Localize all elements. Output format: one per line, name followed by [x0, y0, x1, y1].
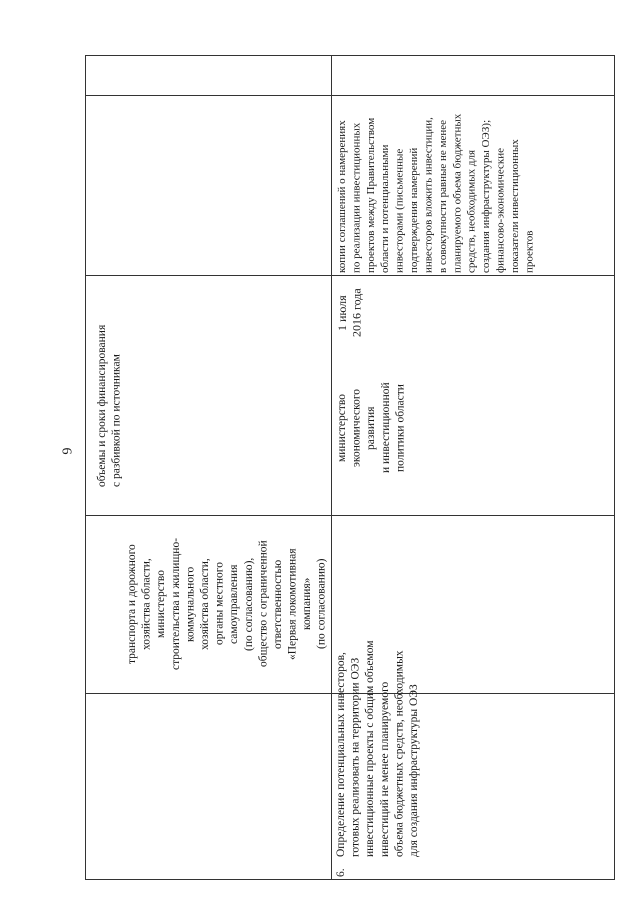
financing-text: объемы и сроки финансирования с разбивкой по источникам — [96, 324, 123, 487]
table-border-top — [85, 55, 615, 56]
table-border-left — [85, 55, 86, 880]
page-number: 6 — [58, 447, 74, 455]
executors-text: министерство экономического развития и инвестиционной политики области — [336, 382, 407, 474]
deadline-text: 1 июля 2016 года — [335, 288, 364, 338]
table-rule — [85, 515, 615, 516]
result-text: копии соглашений о намерениях по реализации инвестиционных проектов между Правительством области и потенциальными инвесторами (письменные подтверждения намерений инвесторов вложить инвестиции, в совокупности равные не менее планируемого объема бюджетных средств, необходимых для создания инфраструктуры ОЭЗ); финансово-экономические показатели инвестиционных проектов — [336, 113, 536, 273]
row-number: 6. — [335, 868, 347, 877]
document-table — [85, 55, 615, 880]
table-row-divider — [331, 55, 332, 880]
table-rule — [85, 275, 615, 276]
table-border-right — [614, 55, 615, 880]
task-text: Определение потенциальных инвесторов, готовых реализовать на территории ОЭЗ инвестиционные проекты с общим объемом инвестиций не менее планируемого объема бюджетных средств, необходимых для создания инфраструктуры ОЭЗ — [335, 640, 420, 857]
executors-text-top: транспорта и дорожного хозяйства области, министерство строительства и жилищно- коммунального хозяйства области, органы местного самоуправления (по согласованию), общество с ограниченной ответственностью «Первая локомотивная компания» (по согласованию) — [126, 537, 328, 671]
table-border-bottom — [85, 879, 615, 880]
